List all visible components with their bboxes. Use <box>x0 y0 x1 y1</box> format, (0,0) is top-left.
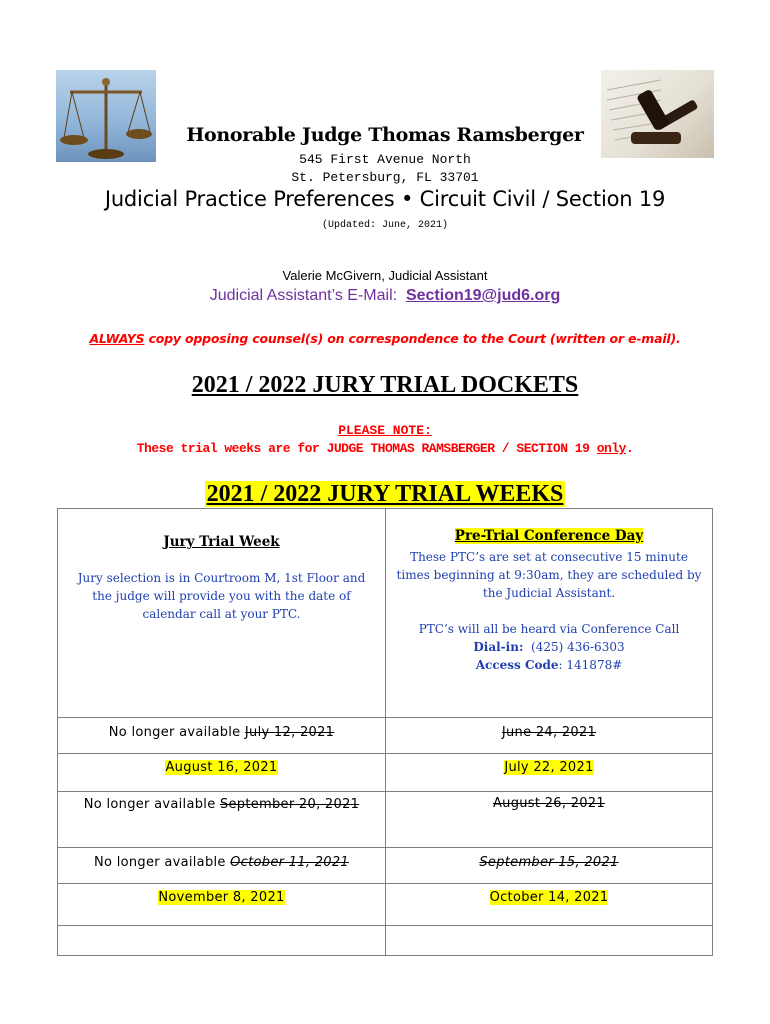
jury-selection-desc: Jury selection is in Courtroom M, 1st Floor and the judge will provide you with the date of calendar call at your PTC. <box>77 571 366 621</box>
jury-week-date: October 11, 2021 <box>230 855 349 870</box>
please-note-text <box>0 441 770 456</box>
ptc-date: July 22, 2021 <box>504 760 594 775</box>
availability-note: No longer available <box>83 797 220 812</box>
table-row <box>58 718 713 754</box>
please-note-end: . <box>625 441 634 456</box>
ptc-date: October 14, 2021 <box>489 890 609 905</box>
table-row <box>58 884 713 926</box>
ptc-day-cell <box>386 754 713 792</box>
ptc-date: June 24, 2021 <box>501 725 597 740</box>
weeks-title <box>0 481 770 508</box>
jury-week-date: July 12, 2021 <box>244 725 335 740</box>
address-line-2: St. Petersburg, FL 33701 <box>291 170 479 185</box>
jury-week-cell <box>58 718 386 754</box>
assistant-email <box>0 287 770 305</box>
jury-trial-week-heading: Jury Trial Week <box>163 534 280 550</box>
correspondence-notice <box>0 331 770 346</box>
table-row <box>58 848 713 884</box>
judicial-assistant: Valerie McGivern, Judicial Assistant <box>282 268 488 283</box>
access-code-label: Access Code <box>475 658 559 672</box>
ptc-desc: These PTC’s are set at consecutive 15 minute times beginning at 9:30am, they are scheduled by the Judicial Assistant. <box>396 550 702 600</box>
please-note-label: PLEASE NOTE: <box>338 423 432 438</box>
always-rest: copy opposing counsel(s) on correspondence to the Court (written or e-mail). <box>144 331 681 346</box>
empty-cell <box>58 926 386 956</box>
ptc-date: August 26, 2021 <box>492 796 606 811</box>
ptc-conference-call: PTC’s will all be heard via Conference Call <box>418 622 680 636</box>
dockets-title: 2021 / 2022 JURY TRIAL DOCKETS <box>191 372 579 398</box>
updated-date: (Updated: June, 2021) <box>321 220 449 231</box>
dial-in-line <box>386 638 712 656</box>
jury-week-cell <box>58 884 386 926</box>
ptc-date: September 15, 2021 <box>479 855 619 870</box>
jury-week-date: September 20, 2021 <box>219 797 360 812</box>
judge-name: Honorable Judge Thomas Ramsberger <box>186 124 584 146</box>
jury-week-date: November 8, 2021 <box>158 890 285 905</box>
ptc-header-cell <box>386 509 713 718</box>
scales-of-justice-image <box>56 70 156 162</box>
pre-trial-conference-heading: Pre-Trial Conference Day <box>454 528 644 544</box>
weeks-title-text: 2021 / 2022 JURY TRIAL WEEKS <box>206 481 564 507</box>
always-word: ALWAYS <box>89 331 145 346</box>
dial-in-label: Dial-in: <box>473 640 524 654</box>
email-link[interactable]: Section19@jud6.org <box>405 287 561 304</box>
access-code-value: : 141878# <box>558 658 623 672</box>
availability-note: No longer available <box>93 855 231 870</box>
jury-week-cell <box>58 848 386 884</box>
please-note-only: only <box>596 441 626 456</box>
jury-week-date: August 16, 2021 <box>165 760 278 775</box>
empty-cell <box>386 926 713 956</box>
ptc-day-cell <box>386 884 713 926</box>
practice-title: Judicial Practice Preferences • Circuit Civil / Section 19 <box>104 187 666 211</box>
address-line-1: 545 First Avenue North <box>299 152 471 167</box>
jury-week-header-cell <box>58 509 386 718</box>
ptc-day-cell <box>386 718 713 754</box>
table-row <box>58 792 713 848</box>
table-row <box>58 754 713 792</box>
please-note-body: These trial weeks are for JUDGE THOMAS RAMSBERGER / SECTION 19 <box>136 441 597 456</box>
jury-week-cell <box>58 792 386 848</box>
jury-week-cell <box>58 754 386 792</box>
table-header-row <box>58 509 713 718</box>
trial-weeks-table <box>57 508 713 956</box>
ptc-day-cell <box>386 792 713 848</box>
access-code-line <box>386 656 712 674</box>
ptc-day-cell <box>386 848 713 884</box>
availability-note: No longer available <box>108 725 245 740</box>
table-row-empty <box>58 926 713 956</box>
email-label: Judicial Assistant’s E-Mail: <box>209 287 398 304</box>
dial-in-number: (425) 436-6303 <box>531 640 625 654</box>
